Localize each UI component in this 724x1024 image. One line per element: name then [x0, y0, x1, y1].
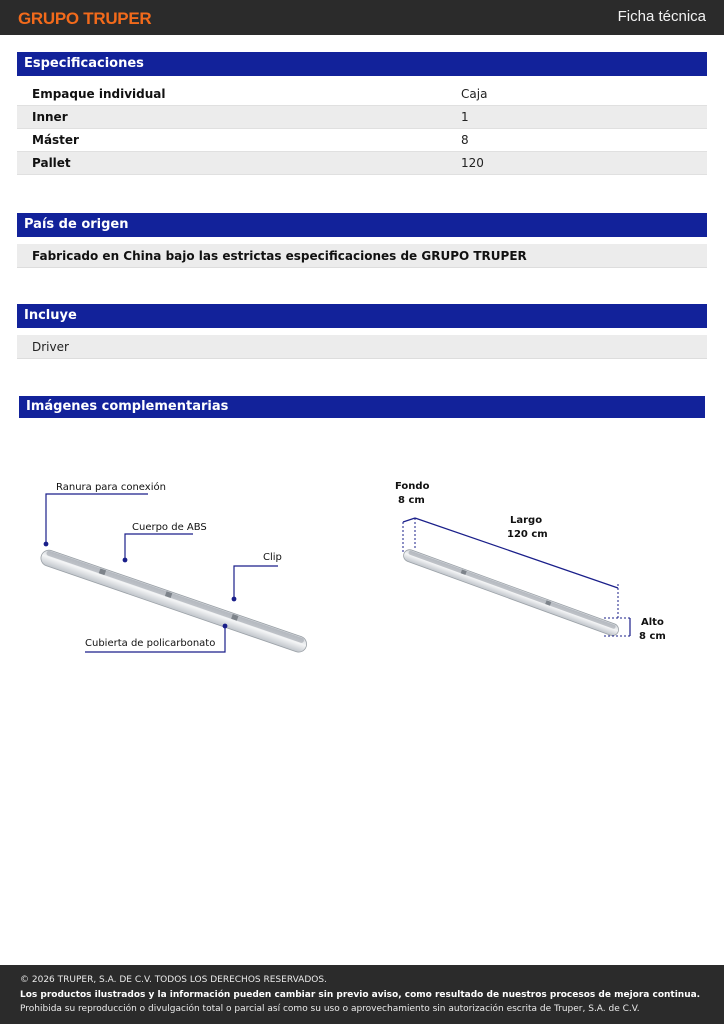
length-label: Largo: [510, 515, 543, 526]
callout-clip: Clip: [263, 552, 282, 563]
includes-text: Driver: [17, 335, 707, 359]
spec-label: Pallet: [32, 156, 71, 170]
footer-rights: Prohibida su reproducción o divulgación total o parcial así como su uso o aprovechamiento sin autorización escrita de Truper, S.A. de C.V.: [20, 1004, 640, 1014]
document-type: Ficha técnica: [617, 8, 706, 25]
dimensions-diagram: [390, 478, 675, 653]
origin-section-header: País de origen: [17, 213, 707, 237]
spec-row: [17, 129, 707, 152]
specs-section-header: Especificaciones: [17, 52, 707, 76]
spec-value: 8: [461, 133, 469, 147]
spec-label: Empaque individual: [32, 87, 166, 101]
footer: [0, 965, 724, 1024]
images-section-header: Imágenes complementarias: [19, 396, 705, 418]
spec-label: Máster: [32, 133, 79, 147]
spec-value: 120: [461, 156, 484, 170]
parts-diagram-image: [30, 470, 320, 665]
brand-logo[interactable]: GRUPO TRUPER: [18, 9, 152, 28]
dimensions-diagram-image: [390, 478, 675, 653]
spec-label: Inner: [32, 110, 68, 124]
callout-slot: Ranura para conexión: [56, 482, 166, 493]
spec-row: [17, 152, 707, 175]
includes-section-header: Incluye: [17, 304, 707, 328]
callout-cover: Cubierta de policarbonato: [85, 638, 216, 649]
parts-diagram: [30, 470, 320, 665]
depth-label: Fondo: [395, 481, 430, 492]
height-value: 8 cm: [639, 631, 666, 642]
spec-value: Caja: [461, 87, 488, 101]
length-value: 120 cm: [507, 529, 548, 540]
footer-notice: Los productos ilustrados y la información pueden cambiar sin previo aviso, como resultado de nuestros procesos de mejora continua.: [20, 989, 701, 1000]
footer-copyright: © 2026 TRUPER, S.A. DE C.V. TODOS LOS DERECHOS RESERVADOS.: [20, 975, 327, 985]
spec-row: [17, 106, 707, 129]
depth-value: 8 cm: [398, 495, 425, 506]
top-bar: [0, 0, 724, 35]
height-label: Alto: [641, 617, 664, 628]
callout-body: Cuerpo de ABS: [132, 522, 207, 533]
spec-value: 1: [461, 110, 469, 124]
spec-row: [17, 83, 707, 106]
origin-text: Fabricado en China bajo las estrictas especificaciones de GRUPO TRUPER: [17, 244, 707, 268]
